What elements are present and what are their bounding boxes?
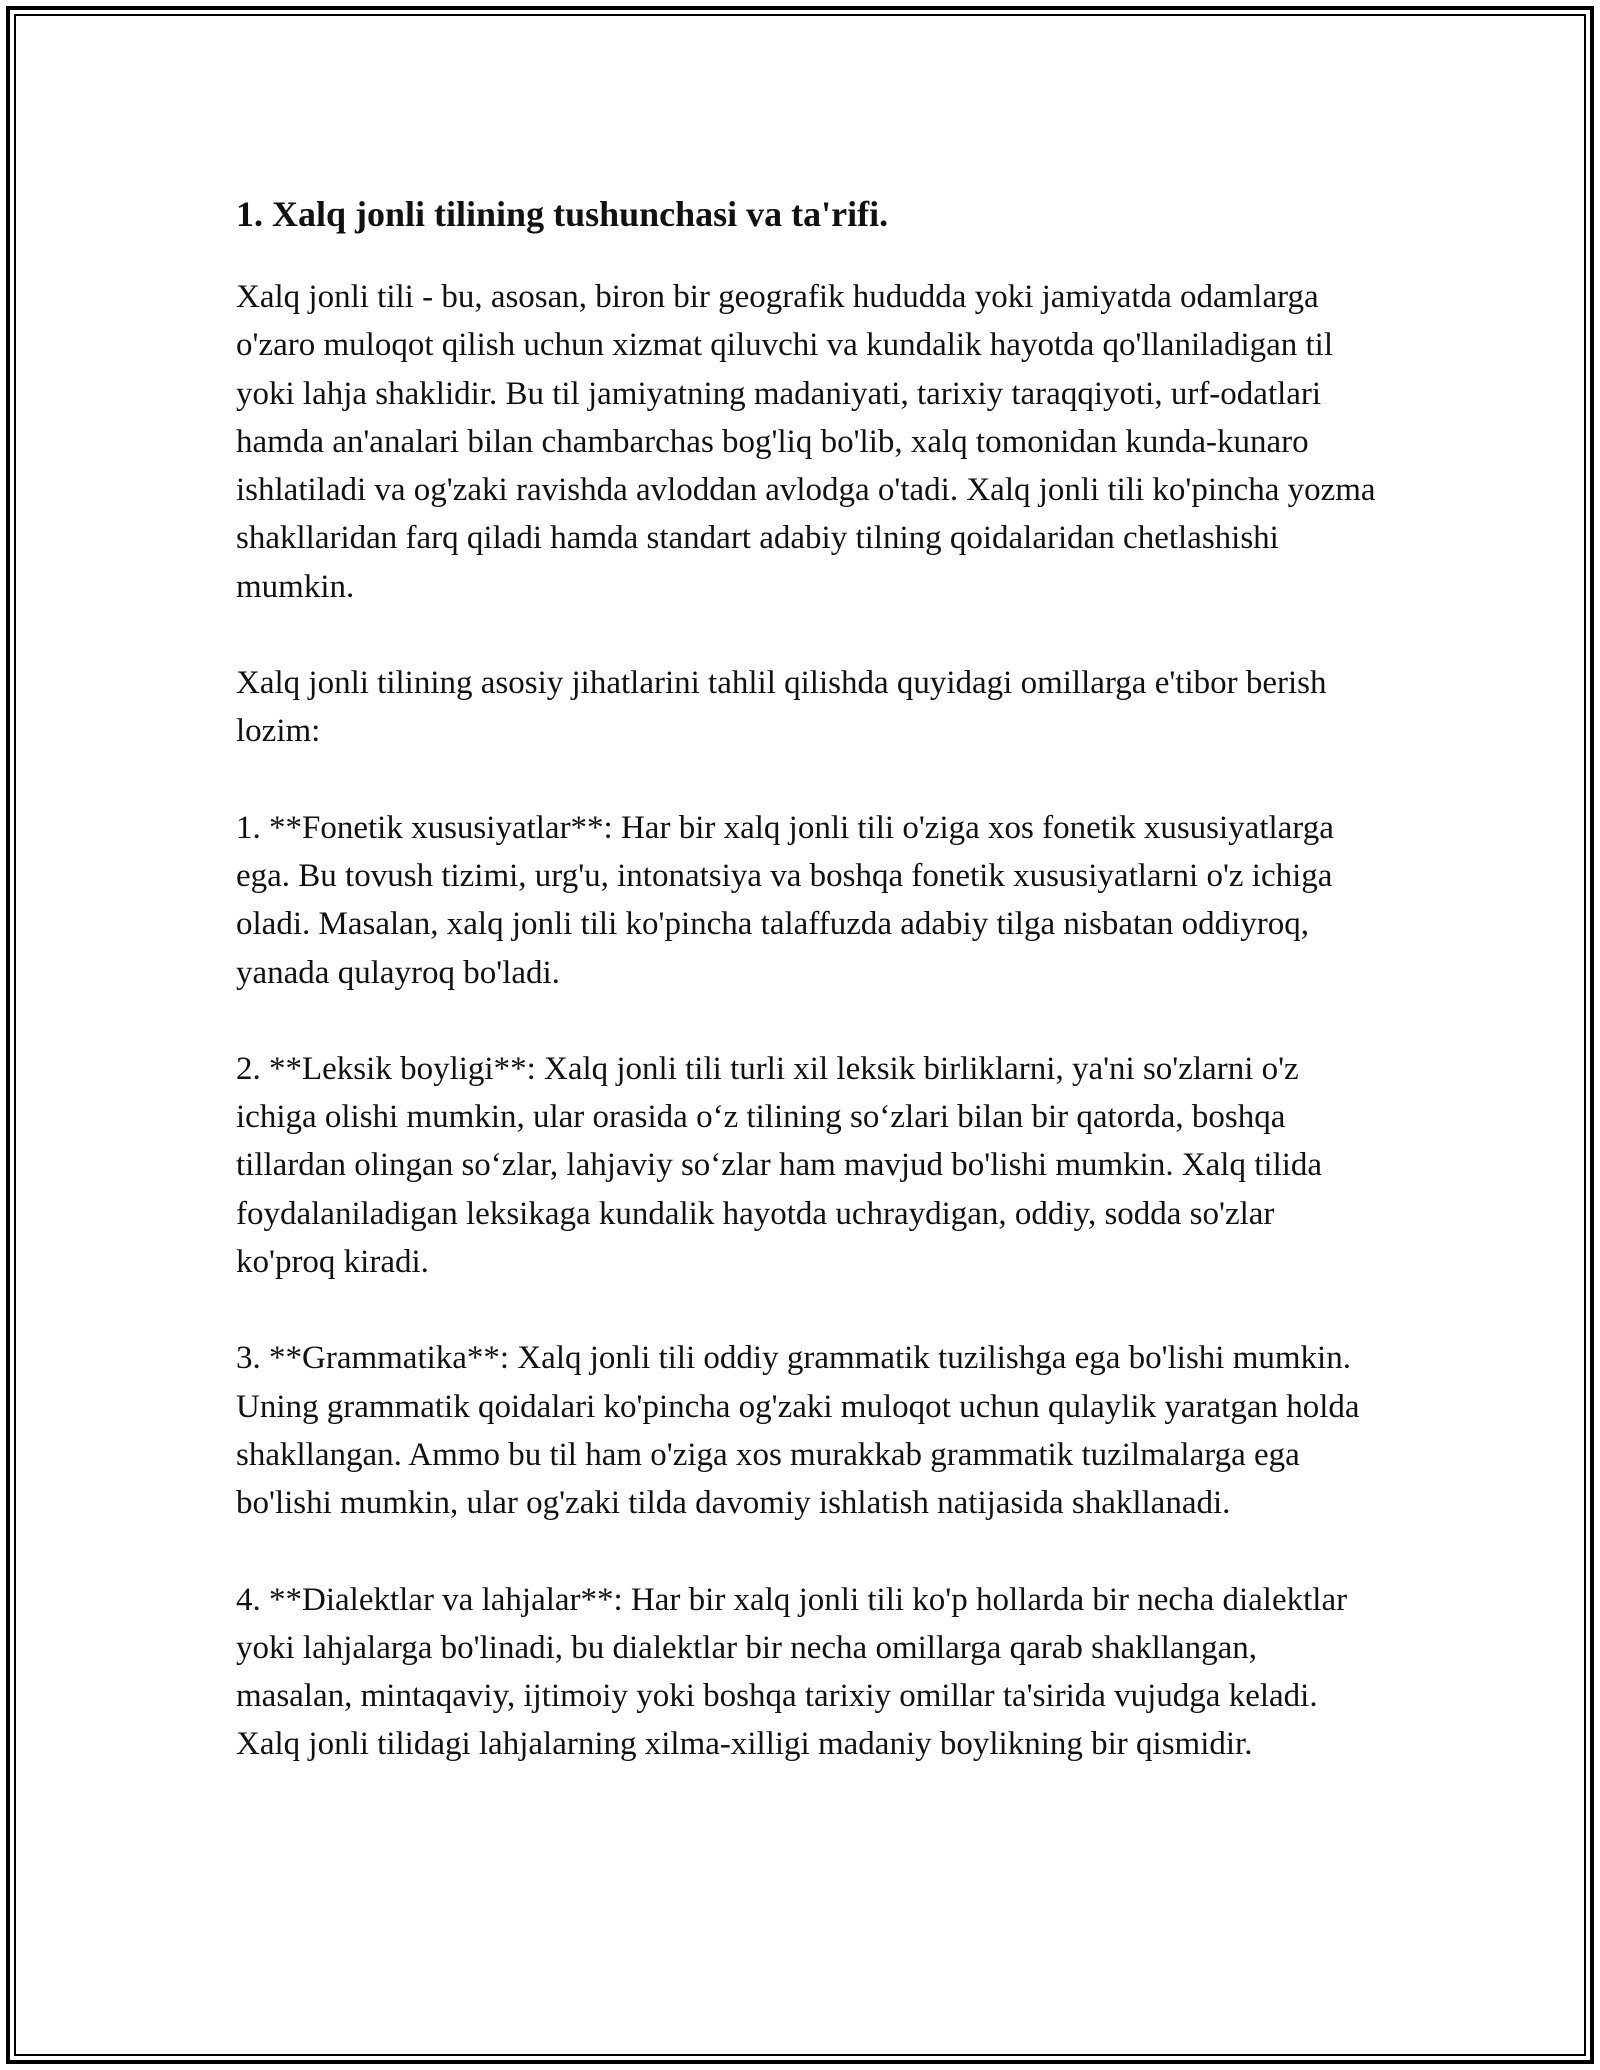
intro-paragraph: Xalq jonli tili - bu, asosan, biron bir geografik hududda yoki jamiyatda odamlarga o'zaro muloqot qilish uchun xizmat qiluvchi va kundalik hayotda qo'llaniladigan til yoki lahja shaklidir. Bu til jamiyatning madaniyati, tarixiy taraqqiyoti, urf-odatlari hamda an'analari bilan chambarchas bog'liq bo'lib, xalq tomonidan kunda-kunaro ishlatiladi va og'zaki ravishda avloddan avlodga o'tadi. Xalq jonli tili ko'pincha yozma shakllaridan farq qiladi hamda standart adabiy tilning qoidalaridan chetlashishi mumkin. — [236, 279, 1376, 605]
dialects-paragraph: 4. **Dialektlar va lahjalar**: Har bir xalq jonli tili ko'p hollarda bir necha dialektlar yoki lahjalarga bo'linadi, bu dialektlar bir necha omillarga qarab shakllangan, masalan, mintaqaviy, ijtimoiy yoki boshqa tarixiy omillar ta'sirida vujudga keladi. Xalq jonli tilidagi lahjalarning xilma-xilligi madaniy boylikning bir qismidir. — [236, 1581, 1348, 1763]
lexical-richness-paragraph: 2. **Leksik boyligi**: Xalq jonli tili turli xil leksik birliklarni, ya'ni so'zlarni o'z ichiga olishi mumkin, ular orasida o‘z tilining so‘zlari bilan bir qatorda, boshqa tillardan olingan so‘zlar, lahjaviy so‘zlar ham mavjud bo'lishi mumkin. Xalq tilida foydalaniladigan leksikaga kundalik hayotda uchraydigan, oddiy, sodda so'zlar ko'proq kiradi. — [236, 1050, 1323, 1281]
section-heading: 1. Xalq jonli tilining tushunchasi va ta'rifi. — [236, 194, 889, 234]
document-body — [236, 185, 1376, 1817]
grammar-paragraph: 3. **Grammatika**: Xalq jonli tili oddiy grammatik tuzilishga ega bo'lishi mumkin. Uning grammatik qoidalari ko'pincha og'zaki muloqot uchun qulaylik yaratgan holda shakllangan. Ammo bu til ham o'ziga xos murakkab grammatik tuzilmalarga ega bo'lishi mumkin, ular og'zaki tilda davomiy ishlatish natijasida shakllanadi. — [236, 1340, 1360, 1522]
phonetic-features-paragraph: 1. **Fonetik xususiyatlar**: Har bir xalq jonli tili o'ziga xos fonetik xususiyatlarga ega. Bu tovush tizimi, urg'u, intonatsiya va boshqa fonetik xususiyatlarni o'z ichiga oladi. Masalan, xalq jonli tili ko'pincha talaffuzda adabiy tilga nisbatan oddiyroq, yanada qulayroq bo'ladi. — [236, 809, 1334, 991]
aspects-lead-paragraph: Xalq jonli tilining asosiy jihatlarini tahlil qilishda quyidagi omillarga e'tibor berish lozim: — [236, 665, 1327, 750]
